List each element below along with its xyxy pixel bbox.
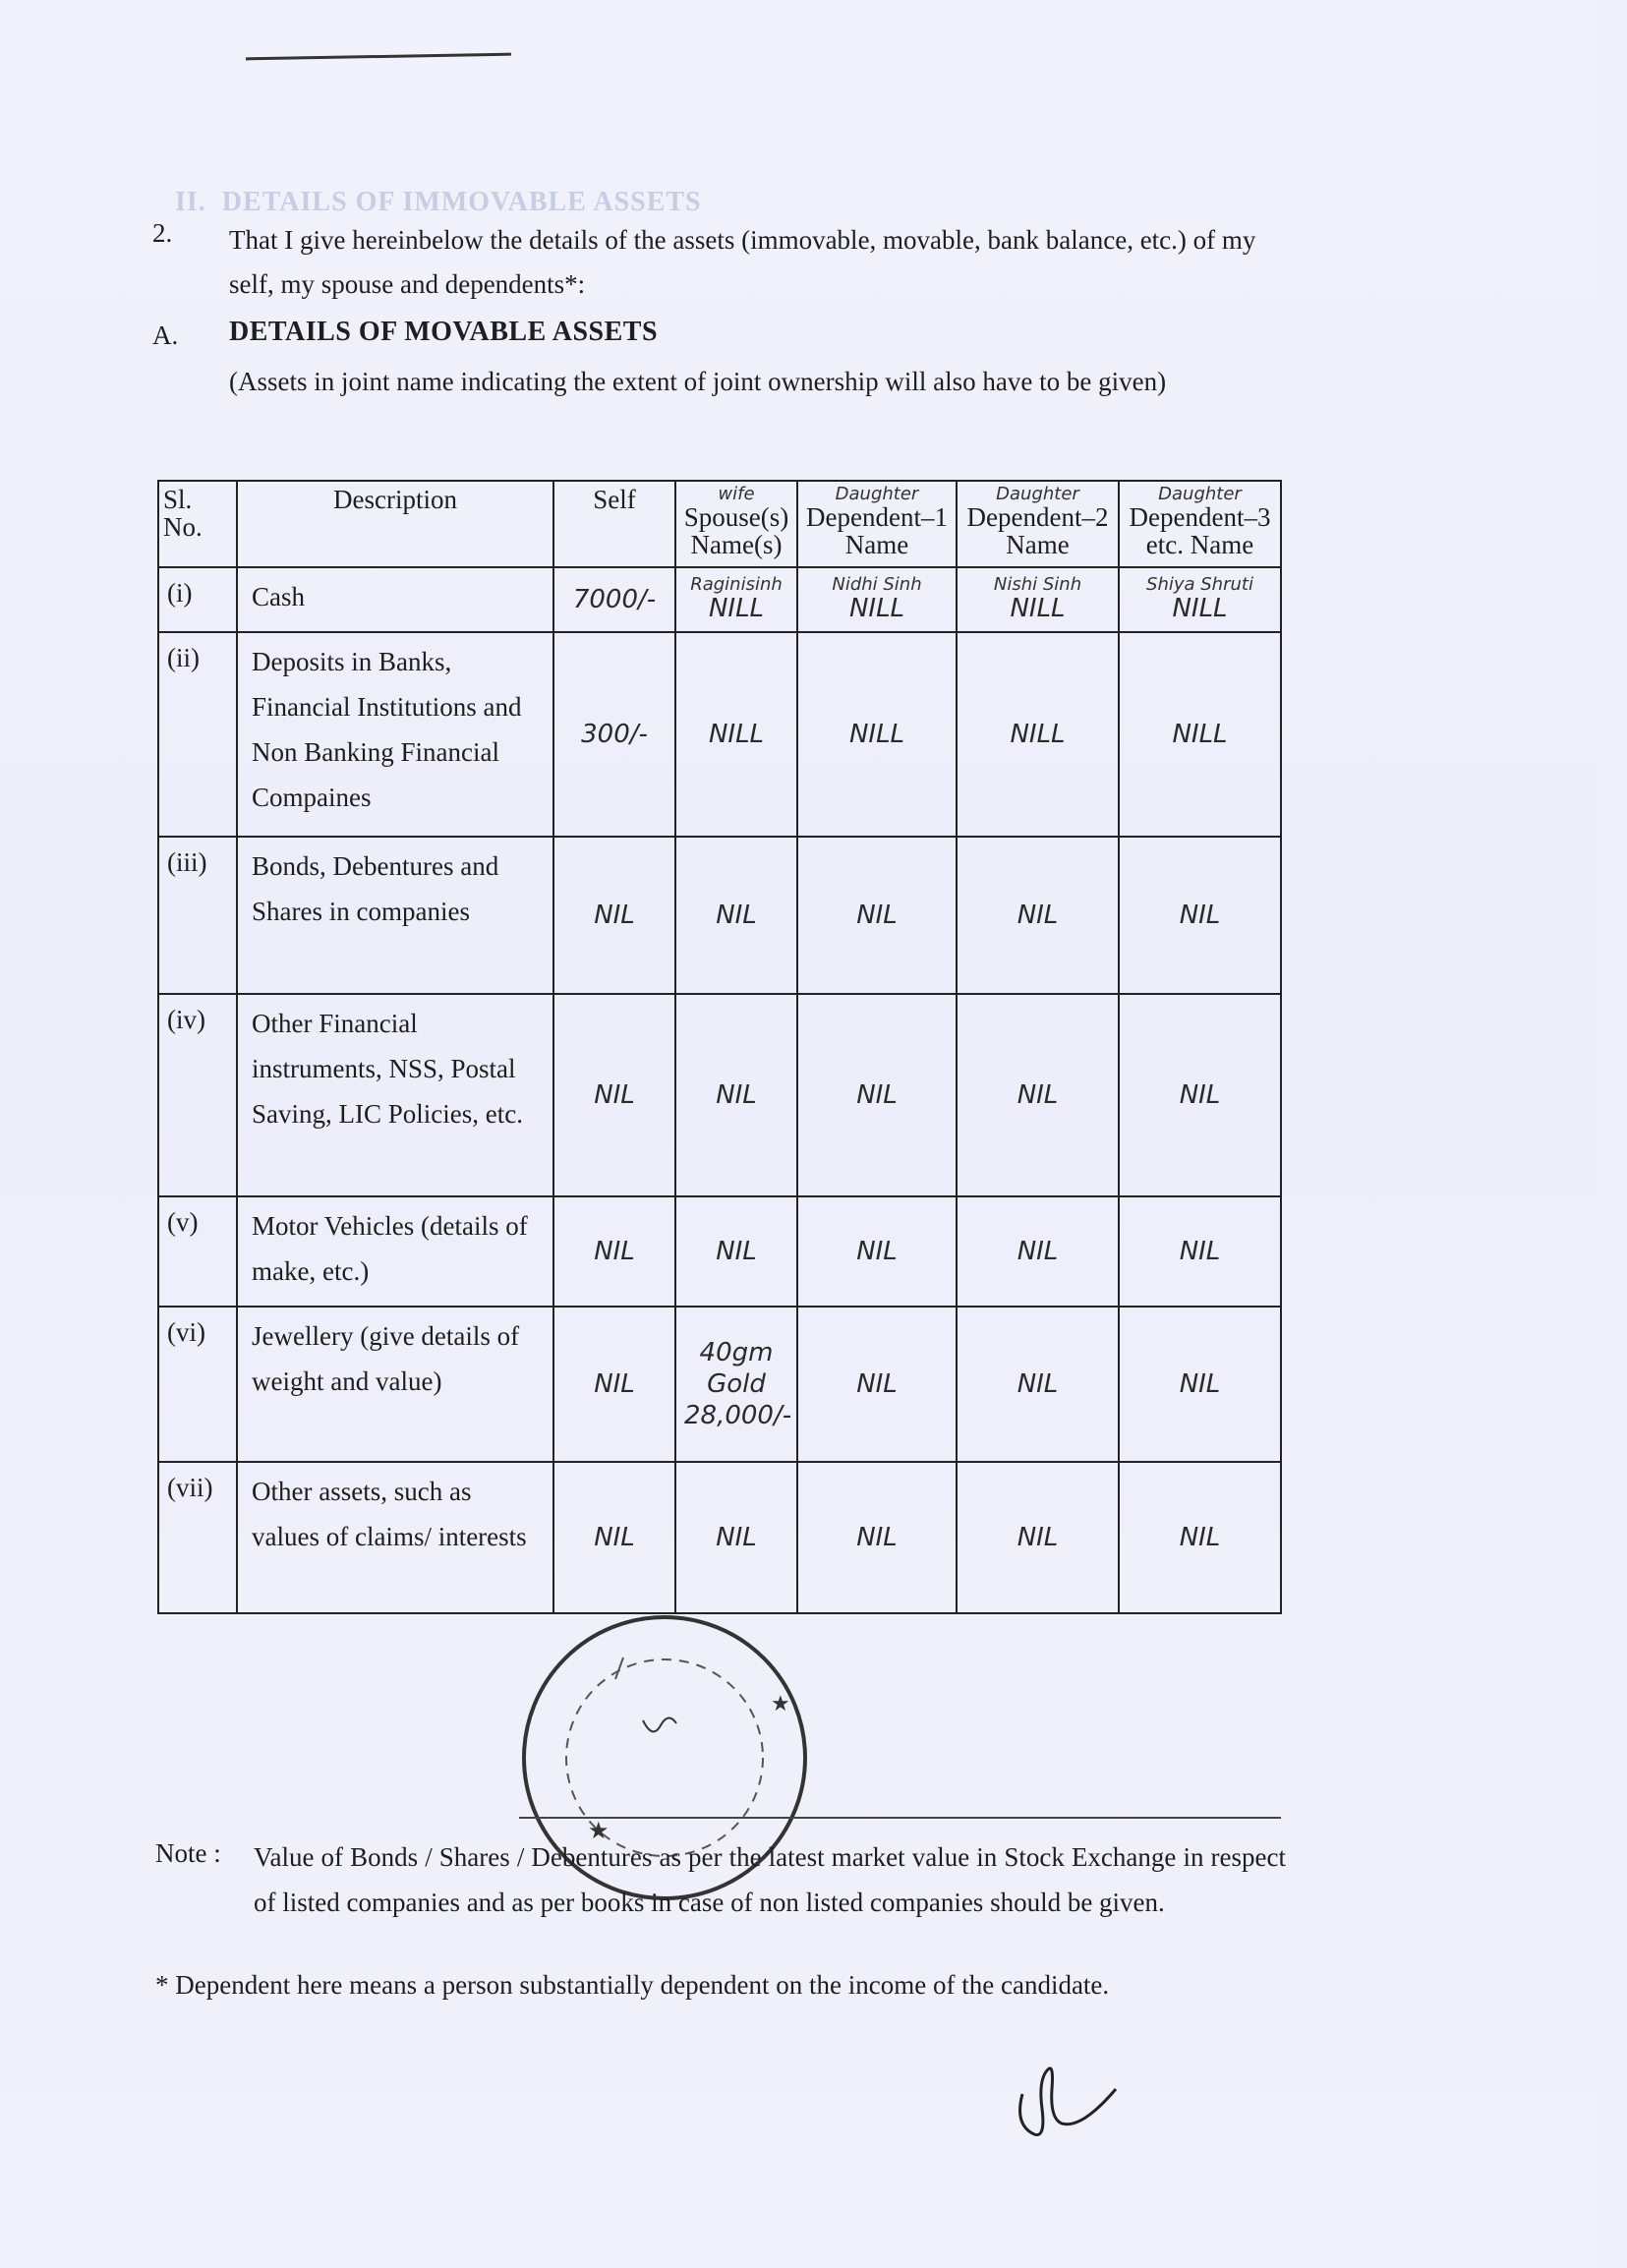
row-self-value: 300/- <box>553 632 675 837</box>
row-dependent-2-value: NIL <box>957 837 1119 994</box>
row-spouse-value: NIL <box>675 837 797 994</box>
row-dependent-2-value: NIL <box>957 1196 1119 1307</box>
row-description: Other assets, such as values of claims/ interests <box>237 1462 553 1613</box>
row-dependent-2-value: NIL <box>957 1462 1119 1613</box>
row-spouse-amount: NILL <box>708 594 765 623</box>
row-description: Other Financial instruments, NSS, Postal Saving, LIC Policies, etc. <box>237 994 553 1196</box>
header-self: Self <box>553 481 675 567</box>
row-dependent-3-amount: NILL <box>1172 594 1228 623</box>
header-sl-no: Sl. No. <box>158 481 237 567</box>
section-number: 2. <box>152 218 173 248</box>
row-self-value: 7000/- <box>553 567 675 632</box>
row-dependent-2-amount: NILL <box>1010 594 1066 623</box>
section-a-subtitle: (Assets in joint name indicating the extent of joint ownership will also have to be given) <box>229 367 1167 396</box>
row-dependent-1-value: NIL <box>797 1462 957 1613</box>
table-row <box>158 1196 1281 1307</box>
row-dependent-2-value <box>957 567 1119 632</box>
signature <box>993 2035 1140 2143</box>
row-dependent-3-value <box>1119 567 1281 632</box>
header-dependent-1 <box>797 481 957 567</box>
row-dependent-1-value: NIL <box>797 994 957 1196</box>
header-spouse-label: Spouse(s) Name(s) <box>683 502 789 559</box>
row-dependent-1-value <box>797 567 957 632</box>
table-row <box>158 994 1281 1196</box>
note-label: Note : <box>155 1838 221 1868</box>
row-spouse-value: NILL <box>675 632 797 837</box>
table-row <box>158 837 1281 994</box>
header-spouse <box>675 481 797 567</box>
header-dependent-2 <box>957 481 1119 567</box>
dependent-3-note: Daughter <box>1158 484 1242 504</box>
row-dependent-3-value: NILL <box>1119 632 1281 837</box>
bleed-through-text: II. DETAILS OF IMMOVABLE ASSETS <box>175 187 702 217</box>
row-self-value: NIL <box>553 1462 675 1613</box>
row-dependent-2-value: NIL <box>957 994 1119 1196</box>
note-divider <box>519 1817 1281 1819</box>
row-spouse-value: 40gm Gold 28,000/- <box>675 1307 797 1462</box>
row-spouse-value: NIL <box>675 1196 797 1307</box>
row-spouse-value <box>675 567 797 632</box>
section-2-text: That I give hereinbelow the details of the assets (immovable, movable, bank balance, etc.) of my self, my spouse and dependents*: <box>229 225 1256 299</box>
row-self-value: NIL <box>553 1307 675 1462</box>
table-row <box>158 1462 1281 1613</box>
row-sl: (i) <box>158 567 237 632</box>
row-self-value: NIL <box>553 1196 675 1307</box>
row-description: Cash <box>237 567 553 632</box>
section-a-letter: A. <box>152 320 179 350</box>
row-sl: (iii) <box>158 837 237 994</box>
dependent-footnote: * Dependent here means a person substantially dependent on the income of the candidate. <box>155 1970 1110 2000</box>
row-self-value: NIL <box>553 837 675 994</box>
row-spouse-value: NIL <box>675 1462 797 1613</box>
table-row <box>158 1307 1281 1462</box>
header-dependent-1-label: Dependent–1 Name <box>806 502 948 559</box>
row-dependent-3-value: NIL <box>1119 1462 1281 1613</box>
dependent-2-name: Nishi Sinh <box>993 574 1082 595</box>
header-description: Description <box>237 481 553 567</box>
row-dependent-2-value: NIL <box>957 1307 1119 1462</box>
movable-assets-table <box>157 480 1282 1614</box>
row-dependent-2-value: NILL <box>957 632 1119 837</box>
dependent-1-name: Nidhi Sinh <box>832 574 922 595</box>
row-description: Deposits in Banks, Financial Institutions and Non Banking Financial Compaines <box>237 632 553 837</box>
dependent-3-name: Shiya Shruti <box>1146 574 1253 595</box>
row-dependent-1-value: NIL <box>797 837 957 994</box>
svg-text:★: ★ <box>771 1692 790 1716</box>
section-a-title: DETAILS OF MOVABLE ASSETS <box>229 317 659 347</box>
row-dependent-3-value: NIL <box>1119 1196 1281 1307</box>
row-dependent-3-value: NIL <box>1119 1307 1281 1462</box>
dependent-2-note: Daughter <box>996 484 1079 504</box>
table-row <box>158 632 1281 837</box>
row-description: Jewellery (give details of weight and value) <box>237 1307 553 1462</box>
table-row <box>158 567 1281 632</box>
row-sl: (vii) <box>158 1462 237 1613</box>
row-dependent-1-value: NIL <box>797 1196 957 1307</box>
header-dependent-3 <box>1119 481 1281 567</box>
top-ink-mark <box>246 53 511 71</box>
header-dependent-2-label: Dependent–2 Name <box>966 502 1109 559</box>
row-sl: (vi) <box>158 1307 237 1462</box>
row-sl: (ii) <box>158 632 237 837</box>
row-spouse-value: NIL <box>675 994 797 1196</box>
dependent-1-note: Daughter <box>835 484 919 504</box>
row-sl: (iv) <box>158 994 237 1196</box>
row-self-value: NIL <box>553 994 675 1196</box>
row-description: Motor Vehicles (details of make, etc.) <box>237 1196 553 1307</box>
spouse-name: Raginisinh <box>690 574 783 595</box>
row-dependent-1-value: NILL <box>797 632 957 837</box>
note-text: Value of Bonds / Shares / Debentures as per the latest market value in Stock Exchange in respect of listed companies and as per books in case of non listed companies should be given. <box>254 1842 1286 1917</box>
row-description: Bonds, Debentures and Shares in companies <box>237 837 553 994</box>
table-header-row <box>158 481 1281 567</box>
row-sl: (v) <box>158 1196 237 1307</box>
row-dependent-3-value: NIL <box>1119 994 1281 1196</box>
svg-text:★: ★ <box>588 1817 610 1844</box>
spouse-note: wife <box>718 484 755 504</box>
row-dependent-1-value: NIL <box>797 1307 957 1462</box>
row-dependent-1-amount: NILL <box>848 594 905 623</box>
header-dependent-3-label: Dependent–3 etc. Name <box>1129 502 1271 559</box>
row-dependent-3-value: NIL <box>1119 837 1281 994</box>
